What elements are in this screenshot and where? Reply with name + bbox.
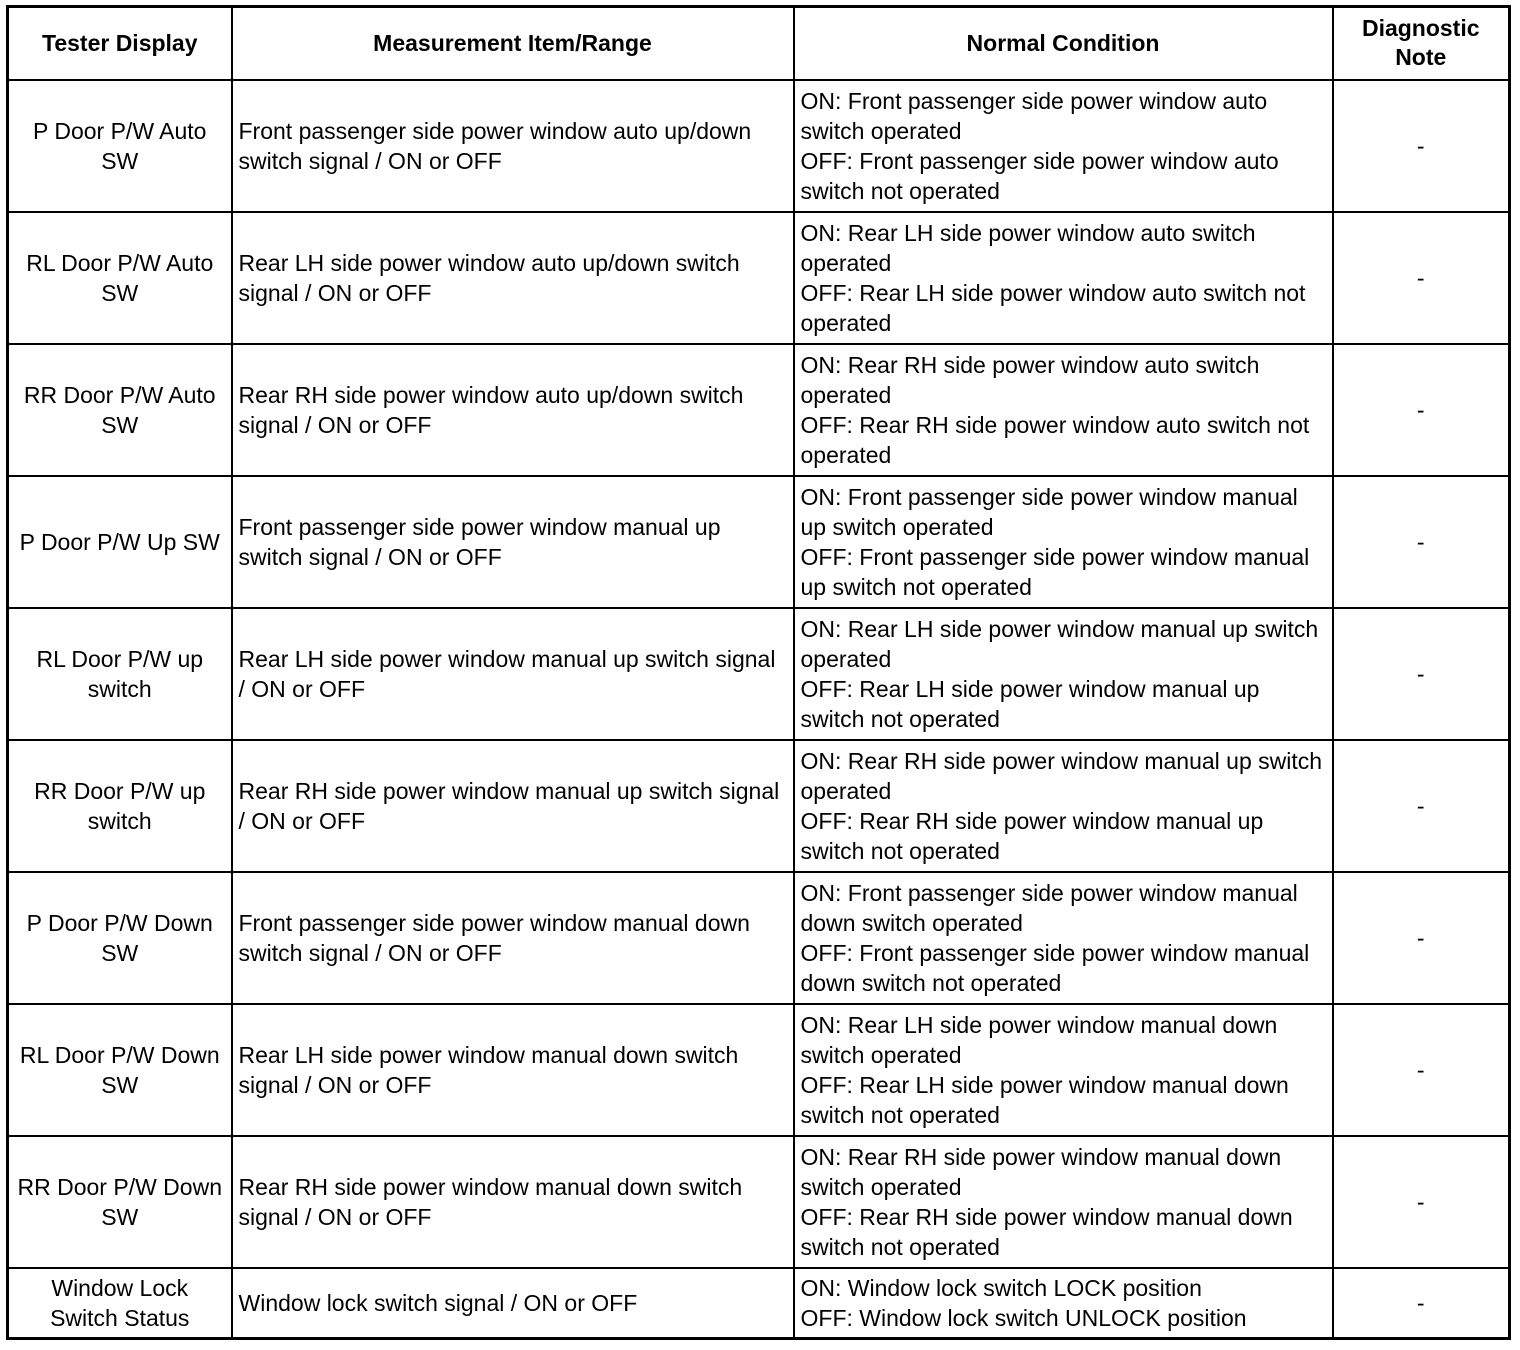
diagnostic-note-cell: -	[1333, 608, 1510, 740]
normal-on-text: ON: Rear LH side power window manual down switch operated	[800, 1011, 1278, 1068]
tester-display-cell: RL Door P/W Auto SW	[8, 212, 232, 344]
normal-off-text: OFF: Front passenger side power window manual up switch not operated	[800, 543, 1310, 600]
table-row	[8, 212, 1510, 344]
tester-display-cell: RR Door P/W Down SW	[8, 1136, 232, 1268]
diagnostic-note-cell: -	[1333, 212, 1510, 344]
measurement-cell: Rear RH side power window manual up switch signal / ON or OFF	[232, 740, 794, 872]
normal-condition-cell	[794, 476, 1333, 608]
normal-on-text: ON: Rear RH side power window auto switch operated	[800, 351, 1260, 408]
table-row	[8, 740, 1510, 872]
measurement-cell: Front passenger side power window auto up/down switch signal / ON or OFF	[232, 80, 794, 212]
tester-display-cell: RR Door P/W Auto SW	[8, 344, 232, 476]
normal-condition-cell	[794, 740, 1333, 872]
normal-on-text: ON: Window lock switch LOCK position	[800, 1274, 1202, 1301]
normal-on-text: ON: Front passenger side power window manual up switch operated	[800, 483, 1298, 540]
tester-display-cell: P Door P/W Auto SW	[8, 80, 232, 212]
measurement-cell: Front passenger side power window manual down switch signal / ON or OFF	[232, 872, 794, 1004]
tester-display-cell: RL Door P/W Down SW	[8, 1004, 232, 1136]
normal-off-text: OFF: Rear LH side power window manual up switch not operated	[800, 675, 1260, 732]
measurement-cell: Rear LH side power window manual up switch signal / ON or OFF	[232, 608, 794, 740]
measurement-cell: Front passenger side power window manual up switch signal / ON or OFF	[232, 476, 794, 608]
normal-off-text: OFF: Front passenger side power window manual down switch not operated	[800, 939, 1310, 996]
normal-on-text: ON: Rear RH side power window manual down switch operated	[800, 1143, 1282, 1200]
measurement-cell: Rear LH side power window manual down switch signal / ON or OFF	[232, 1004, 794, 1136]
normal-off-text: OFF: Rear LH side power window auto switch not operated	[800, 279, 1306, 336]
normal-off-text: OFF: Rear RH side power window manual up switch not operated	[800, 807, 1264, 864]
tester-display-cell: Window Lock Switch Status	[8, 1268, 232, 1339]
table-row	[8, 872, 1510, 1004]
diagnostic-note-cell: -	[1333, 1004, 1510, 1136]
measurement-cell: Rear RH side power window manual down switch signal / ON or OFF	[232, 1136, 794, 1268]
normal-off-text: OFF: Rear RH side power window auto switch not operated	[800, 411, 1310, 468]
measurement-cell: Rear RH side power window auto up/down switch signal / ON or OFF	[232, 344, 794, 476]
normal-condition-cell	[794, 1136, 1333, 1268]
table-row	[8, 80, 1510, 212]
normal-on-text: ON: Front passenger side power window manual down switch operated	[800, 879, 1298, 936]
measurement-cell: Rear LH side power window auto up/down switch signal / ON or OFF	[232, 212, 794, 344]
diagnostic-note-cell: -	[1333, 1268, 1510, 1339]
table-row	[8, 476, 1510, 608]
tester-display-cell: P Door P/W Up SW	[8, 476, 232, 608]
normal-on-text: ON: Front passenger side power window auto switch operated	[800, 87, 1268, 144]
normal-off-text: OFF: Front passenger side power window auto switch not operated	[800, 147, 1279, 204]
normal-condition-cell	[794, 344, 1333, 476]
diagnostic-note-cell: -	[1333, 1136, 1510, 1268]
table-row	[8, 1004, 1510, 1136]
normal-condition-cell	[794, 608, 1333, 740]
diagnostic-note-cell: -	[1333, 872, 1510, 1004]
diagnostic-note-cell: -	[1333, 476, 1510, 608]
tester-display-cell: RL Door P/W up switch	[8, 608, 232, 740]
table-row	[8, 344, 1510, 476]
normal-condition-cell	[794, 872, 1333, 1004]
data-list-table	[6, 5, 1511, 1340]
table-row	[8, 1268, 1510, 1339]
normal-off-text: OFF: Rear LH side power window manual down switch not operated	[800, 1071, 1289, 1128]
diagnostic-note-cell: -	[1333, 740, 1510, 872]
normal-off-text: OFF: Window lock switch UNLOCK position	[800, 1304, 1247, 1331]
normal-condition-cell	[794, 1268, 1333, 1339]
measurement-cell: Window lock switch signal / ON or OFF	[232, 1268, 794, 1339]
table-row	[8, 608, 1510, 740]
normal-off-text: OFF: Rear RH side power window manual down switch not operated	[800, 1203, 1293, 1260]
normal-on-text: ON: Rear LH side power window manual up switch operated	[800, 615, 1319, 672]
normal-condition-cell	[794, 212, 1333, 344]
normal-condition-cell	[794, 1004, 1333, 1136]
normal-on-text: ON: Rear RH side power window manual up switch operated	[800, 747, 1323, 804]
header-tester-display: Tester Display	[8, 7, 232, 80]
header-measurement: Measurement Item/Range	[232, 7, 794, 80]
tester-display-cell: RR Door P/W up switch	[8, 740, 232, 872]
header-normal-condition: Normal Condition	[794, 7, 1333, 80]
diagnostic-note-cell: -	[1333, 344, 1510, 476]
header-diagnostic-note: Diagnostic Note	[1333, 7, 1510, 80]
normal-condition-cell	[794, 80, 1333, 212]
tester-display-cell: P Door P/W Down SW	[8, 872, 232, 1004]
table-row	[8, 1136, 1510, 1268]
header-row	[8, 7, 1510, 80]
diagnostic-note-cell: -	[1333, 80, 1510, 212]
normal-on-text: ON: Rear LH side power window auto switch operated	[800, 219, 1256, 276]
